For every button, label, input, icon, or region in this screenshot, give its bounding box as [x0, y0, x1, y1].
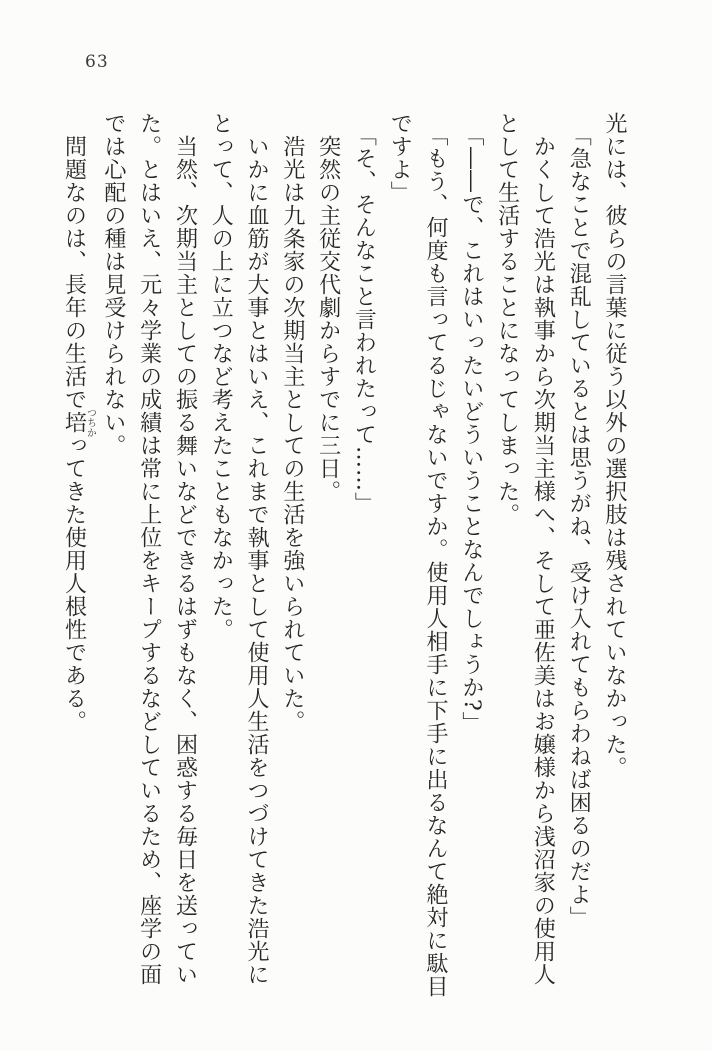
- text-line: 突然の主従交代劇からすでに三日。: [315, 135, 341, 503]
- text-line: 当然、次期当主としての振る舞いなどできるはずもなく、困惑する毎日を送ってい: [172, 135, 198, 986]
- text-line: 「もう、何度も言ってるじゃないですか。使用人相手に下手に出るなんて絶対に駄目: [423, 123, 449, 998]
- text-line: 「急なことで混乱しているとは思うがね、受け入れてもらわねば困るのだよ」: [566, 123, 592, 929]
- page-number: 63: [85, 52, 109, 72]
- text-line: 「――で、これはいったいどういうことなんでしょうか?」: [458, 123, 484, 735]
- text-line: 「そ、そんなこと言われたって……」: [351, 123, 377, 515]
- text-line: ですよ」: [387, 112, 413, 204]
- text-line: 浩光は九条家の次期当主としての生活を強いられていた。: [279, 135, 305, 733]
- text-line: た。とはいえ、元々学業の成績は常に上位をキープするなどしているため、座学の面: [136, 112, 162, 986]
- text-line: とって、人の上に立つなど考えたこともなかった。: [208, 112, 234, 641]
- text-line: 問題なのは、長年の生活で培つちかってきた使用人根性である。: [61, 135, 96, 733]
- text-line: として生活することになってしまった。: [494, 112, 520, 526]
- text-lines-container: [56, 112, 632, 1004]
- text-line: いかに血筋が大事とはいえ、これまで執事として使用人生活をつづけてきた浩光に: [244, 135, 270, 986]
- text-line: かくして浩光は執事から次期当主様へ、そして亜佐美はお嬢様から浅沼家の使用人: [530, 135, 556, 986]
- text-line: では心配の種は見受けられない。: [100, 112, 126, 457]
- text-line: 光には、彼らの言葉に従う以外の選択肢は残されていなかった。: [602, 112, 627, 779]
- furigana-ruby: 培つちか: [61, 407, 96, 438]
